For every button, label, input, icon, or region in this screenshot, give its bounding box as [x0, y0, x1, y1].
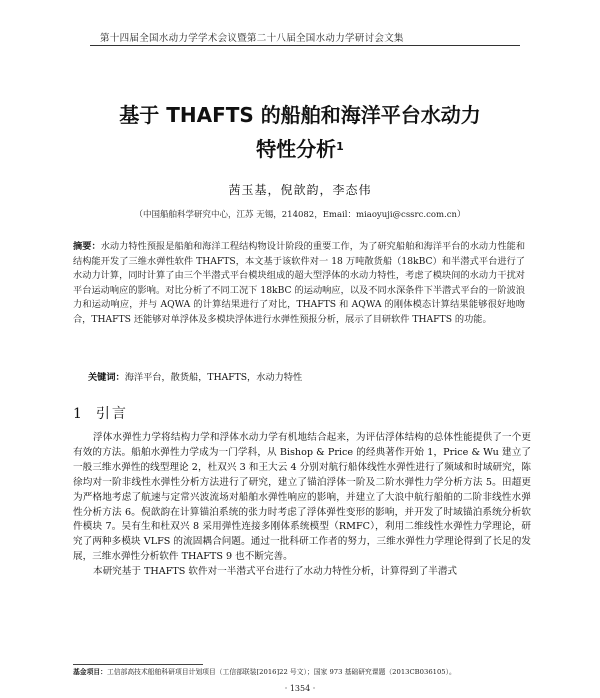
header-rule: [90, 45, 520, 46]
title-line-2: [40, 132, 560, 166]
running-head: 第十四届全国水动力学学术会议暨第二十八届全国水动力学研讨会文集: [100, 33, 404, 44]
footnote-rule: [73, 664, 203, 665]
keywords-label: 关键词：: [88, 372, 125, 383]
section-title: 引言: [95, 406, 128, 422]
abstract: [73, 240, 525, 328]
keywords: [88, 371, 528, 385]
affiliation: （中国船舶科学研究中心，江苏 无锡，214082，Email：miaoyuji@cssrc.com.cn）: [134, 210, 466, 220]
title-line-2-text: 特性分析: [256, 137, 337, 161]
title-footnote-mark: 1: [336, 140, 344, 153]
paper-title: [40, 98, 560, 166]
body-paragraph: 浮体水弹性力学将结构力学和浮体水动力学有机地结合起来，为评估浮体结构的总体性能提供了一个更有效的方法。船舶水弹性力学成为一门学科，从 Bishop & Price 的经典著作开始 1，Price & Wu 建立了一般三维水弹性的线型理论 2，杜双兴 3 和王大云 4 分别对航行船体线性水弹性进行了频域和时域研究，陈徐均对一阶非线性水弹性分析方法进行了研究，建立了锚泊浮体一阶及二阶水弹性力学分析方法 5。田超更为严格地考虑了航速与定常兴波流场对船舶水弹性响应的影响，并建立了大浪中航行船舶的二阶非线性水弹性分析方法 6。倪歆韵在计算锚泊系统的张力时考虑了浮体弹性变形的影响，并开发了时域锚泊系统分析软件模块 7。吴有生和杜双兴 8 采用弹性连接多刚体系统模型（RMFC），利用二维线性水弹性力学理论，研究了两种多模块 VLFS 的流固耦合问题。通过一批科研工作者的努力，三维水弹性力学理论得到了长足的发展，三维水弹性分析软件 THAFTS 9 也不断完善。: [73, 432, 531, 563]
title-line-1: 基于 THAFTS 的船舶和海洋平台水动力: [119, 103, 481, 127]
footnote-label: 基金项目：: [73, 668, 107, 676]
footnote: [73, 666, 533, 676]
body-paragraph: 本研究基于 THAFTS 软件对一半潜式平台进行了水动力特性分析，计算得到了半潜式: [93, 566, 458, 578]
abstract-label: 摘要：: [73, 241, 101, 252]
section-heading: [73, 403, 128, 423]
footnote-text: 工信部高技术船舶科研项目计划项目（工信部联装[2016]22 号文）；国家 973 基础研究课题（2013CB036105）。: [106, 668, 456, 676]
body-text: [73, 431, 531, 580]
section-number: 1: [73, 406, 84, 422]
authors: 茜玉基，倪歆韵，李态伟: [228, 183, 372, 197]
abstract-text: 水动力特性预报是船舶和海洋工程结构物设计阶段的重要工作，为了研究船舶和海洋平台的水动力性能和结构能开发了三维水弹性软件 THAFTS，本文基于该软件对一 18 万吨散货船（18kBC）和半潜式平台进行了水动力计算，同时计算了由三个半潜式平台模块组成的超大型浮体的水动力特性，考虑了模块间的水动力干扰对平台运动响应的影响。对比分析了不同工况下 18kBC 的运动响应，以及不同水深条件下半潜式平台的一阶波浪力和运动响应，并与 AQWA 的计算结果进行了对比，THAFTS 和 AQWA 的刚体模态计算结果能够很好地吻合，THAFTS 还能够对单浮体及多模块浮体进行水弹性预报分析，展示了目研软件 THAFTS 的功能。: [73, 241, 526, 325]
page-number: · 1354 ·: [284, 684, 316, 693]
keywords-text: 海洋平台，散货船，THAFTS，水动力特性: [124, 372, 303, 383]
